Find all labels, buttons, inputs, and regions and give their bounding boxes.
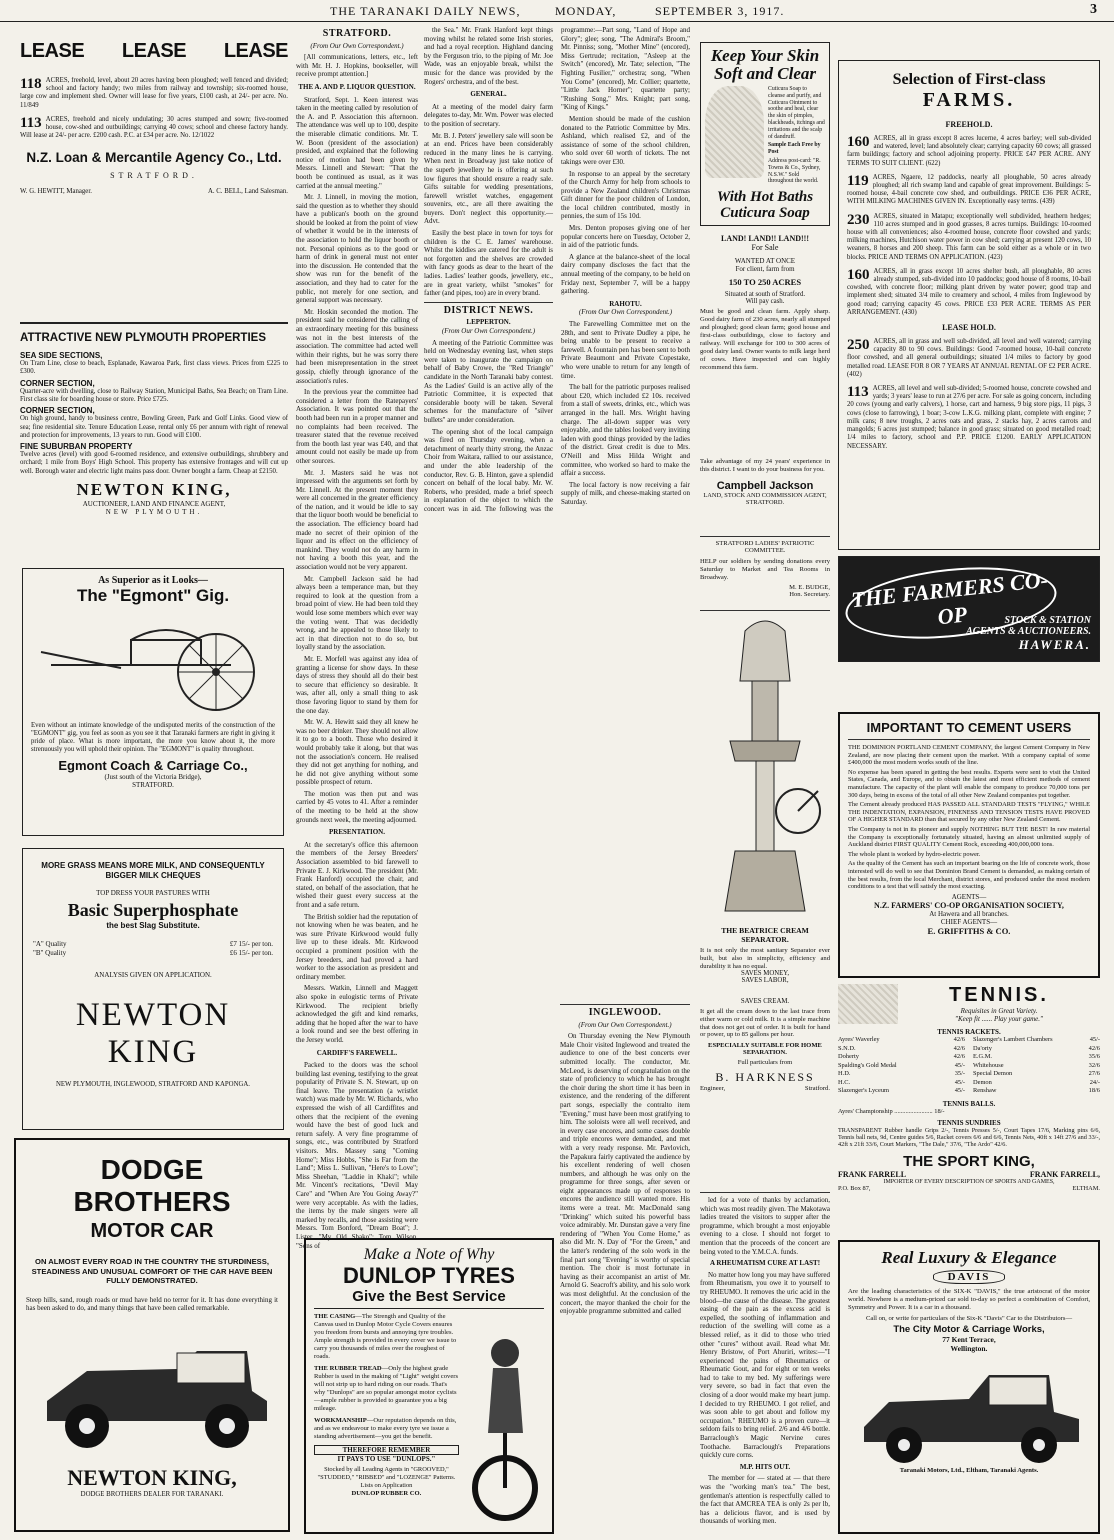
lease-acres: 118: [20, 77, 42, 92]
coop-town: HAWERA.: [1018, 637, 1091, 652]
davis-text: Are the leading characteristics of the SIX-K "DAVIS," the true aristocrat of the motor world. Nowhere is a medium-priced car sold to-day so perfect a combination of Comfort, Symmetry and Power. It is a car in a thousand.: [848, 1288, 1090, 1311]
gig-description: Even without an intimate knowledge of the undisputed merits of the construction of the "EGMONT" gig, you feel as soon as you see it that Taranaki farmers are right in giving it pride of place. What is more important, the more you know about it, the more strenuously you will uphold their opinion. The "EGMONT" is quality throughout.: [31, 722, 275, 753]
davis-car-ad: [838, 1240, 1100, 1534]
lease-text: ACRES, freehold and nicely undulating; 30 acres stumped and sown; five-roomed house, cow-shed and outbuildings; carrying 40 cows; school and cheese factory handy. Will lease at 24/- per acre. £200 cash. P.C. at £34 per acre. No. 12/1022: [20, 115, 288, 140]
racket-price: 35/6: [1088, 1053, 1100, 1060]
rackets-table: [838, 1036, 1100, 1096]
cuticura-ad: [700, 42, 830, 226]
article-paragraph: The motion was then put and was carried by 45 votes to 41. After a reminder of the meeting to be held at the show grounds next week, the meeting adjourned.: [296, 789, 418, 824]
separator-text: It is not only the most sanitary Separator ever built, but also in simplicity, efficiency and durability it has no equal.: [700, 947, 830, 970]
liquor-subhead: THE A. AND P. LIQUOR QUESTION.: [298, 82, 416, 91]
land-text: Must be good and clean farm. Apply sharp. Good dairy farm of 230 acres, nearly all stumped and ploughed; good clean farm; good house and first-class outbuildings, close to factory and railway. Will exchange for 100 to 300 acres of good dairy land. Owner wants to milk large herd of cows. Have inspected and can highly recommend this farm.: [700, 308, 830, 371]
cement-chief-agent: E. GRIFFITHS & CO.: [927, 925, 1011, 936]
rahotu-subhead: RAHOTU.: [609, 299, 642, 308]
cuticura-address: Address post-card: "R. Towns & Co., Sydney, N.S.W." Sold throughout the world.: [767, 157, 821, 185]
racket-row: [838, 1070, 965, 1079]
section-text: On high ground, handy to business centre, Bowling Green, Park and Golf Links. Good view of sea; fine residential site. Tenure Education Lease, rental only £6 per annum with right of renewal and protection for improvements, 13 years to run. Good will £100.: [20, 415, 288, 439]
dunlop-point-text: —The Strength and Quality of the Canvas used in Dunlop Motor Cycle Covers ensures you freedom from bursts and annoying tyre troubles. Ample strength is provided in every cover we issue to carry you thousands of miles over the roughest of roads.: [314, 1313, 457, 1360]
davis-car-illustration: [849, 1357, 1089, 1467]
masthead-day: MONDAY,: [555, 4, 617, 18]
farm-text: ACRES, all in grass and well sub-divided, all level and well watered; carrying capacity 80 to 90 cows. Buildings: Good 7-roomed house, 10-bail concrete floor cowshed, and all general outbuildings; situated 1/4 miles to factory by good metalled road. LEASE FOR 8 OR 7 YEARS AT ANNUAL RENTAL OF £2 PER ACRE. (402): [847, 338, 1091, 378]
cuticura-sample: Sample Each Free by Post: [767, 142, 821, 156]
newton-king-branches: NEW PLYMOUTH, INGLEWOOD, STRATFORD AND KAPONGA.: [55, 1081, 251, 1088]
dodge-claim: ON ALMOST EVERY ROAD IN THE COUNTRY THE STURDINESS, STEADINESS AND UNUSUAL COMFORT OF THE CAR HAVE BEEN FULLY DEMONSTRATED.: [31, 1257, 273, 1285]
rheumatism-text: No matter how long you may have suffered from Rheumatism, you owe it to yourself to try RHEUMO. It removes the uric acid in the blood—the cause of the disease. The greatest easing of the pain as the excess acid is expelled, the soothing of inflammation and reduction of the swelling will come as a blessed relief, as it did to those who tried other "cures" without avail. Read what Mr. Henry Bristow, of Port Ahuriri, writes:—"I experienced the pains of Rheumatics or Rheumatic Gout, and for eight or ten weeks had to take to my bed. My sufferings were very severe, so bad in fact that even the closing of a door would make my heart jump. I decided to try RHEUMO. I got relief, and was soon able to get about and follow my occupation." RHEUMO is a proven cure—it seldom fails to bring relief. 2/6 and 4/6 bottle. Barraclough's Magic Nervine cures Toothache. Barraclough's Preparations quickly cure corns.: [700, 1270, 830, 1460]
stratford-heading: STRATFORD.: [322, 28, 392, 39]
egmont-coach-sub: (Just south of the Victoria Bridge),: [104, 773, 202, 781]
egmont-coach-town: STRATFORD.: [132, 781, 174, 789]
loan-company-staff: [20, 188, 288, 195]
racket-name: H.D.: [838, 1070, 851, 1077]
farm-listing: [847, 268, 1091, 317]
gig-tagline: As Superior as it Looks—: [98, 575, 208, 586]
article-paragraph: Mr. J. Masters said he was not impressed with the arguments set forth by Mr. Linnell. At the present moment they were all concerned in the greater efficiency of the nation, and it would be idle to say that the liquor booth would be beneficial to the association. The efficiency board had made no secret of their opinion of the liquor and its effect on the efficiency of mankind. They would not do any harm in not having a booth this year, and the association would not be very apparent.: [296, 468, 418, 572]
newton-king-town: NEW PLYMOUTH.: [105, 507, 203, 516]
section-head: CORNER SECTION,: [20, 406, 95, 416]
racket-price: 45/-: [1089, 1036, 1100, 1043]
lease-item: [20, 116, 288, 141]
section-text: Twelve acres (level) with good 6-roomed residence, and extensive outbuildings, shrubbery and orchard; 1 mile from Boys' High School. This property has extensive frontages and will cut up well. Borough water and electric light mains pass door. Owner bought a farm. Cheap at £2150.: [20, 451, 288, 475]
farm-acres: 119: [847, 173, 869, 189]
article-paragraph: At a meeting of the model dairy farm delegates to-day, Mr. Wm. Power was elected to the position of secretary.: [424, 102, 553, 128]
page-number: 3: [1090, 2, 1098, 17]
racket-name: Doherty: [838, 1053, 859, 1060]
product-sub: the best Slag Substitute.: [106, 921, 200, 930]
rheumatism-heading: A RHEUMATISM CURE AT LAST!: [709, 1259, 821, 1268]
article-paragraph: Mrs. Denton proposes giving one of her popular concerts here on Tuesday, October 2, in aid of the patriotic funds.: [561, 224, 690, 250]
land-client: For client, farm from: [735, 265, 795, 273]
tennis-ad: [838, 984, 1100, 1234]
cuticura-title-3: With Hot Baths: [716, 189, 814, 206]
sport-king-town: ELTHAM.: [1072, 1184, 1100, 1192]
newton-king-logo: NEWTON KING: [75, 997, 231, 1070]
dunlop-remember: THEREFORE REMEMBER: [314, 1445, 459, 1455]
manager-name: W. G. HEWITT, Manager.: [20, 188, 92, 196]
separator-ad-continued: [700, 998, 830, 1188]
dunlop-point: [314, 1417, 459, 1441]
racket-price: 45/-: [954, 1087, 965, 1094]
cuticura-description: Cuticura Soap to cleanse and purify, and Cuticura Ointment to soothe and heal, clear the skin of pimples, blackheads, itchings and irritations and the scalp of dandruff.: [767, 86, 825, 140]
farm-listing: [847, 174, 1091, 207]
cuticura-title-2: Soft and Clear: [713, 64, 817, 83]
separator-machine-illustration: [700, 611, 830, 921]
general-subhead: GENERAL.: [470, 90, 507, 99]
price-row: [33, 949, 273, 958]
product-name: Basic Superphosphate: [67, 900, 239, 920]
article-paragraph: the Sea." Mr. Frank Hanford kept things moving whilst he related some Irish stories, and had a royal reception. Highland dancing by the Ferguson trio, to the piping of Mr. Joe Wade, was an enjoyable break, whilst the music for the dance was provided by the Rogers' orchestra, and of the best.: [424, 26, 553, 86]
egmont-gig-ad: [22, 568, 284, 836]
cement-body: [848, 744, 1090, 891]
campbell-jackson-ad: [700, 458, 830, 528]
dodge-subtitle: MOTOR CAR: [90, 1220, 214, 1242]
dunlop-tyres-ad: [304, 1238, 554, 1534]
cement-paragraph: As the quality of the Cement has such an important bearing on the life of concrete work, those interested will do well to see that Dominion Brand Cement is demanded, as making certain of the best results, from the local Merchant, district stores, and produced under the most modern conditions to a test that will satisfy the most exacting.: [848, 860, 1090, 891]
article-paragraph: Mention should be made of the cushion donated to the Patriotic Committee by Mrs. Ashland, which realised £2, and of the assistance of some of the school children, who sold over 60 worth of tickets. The net takings were over £30.: [561, 114, 690, 166]
superphosphate-ad: [22, 848, 284, 1130]
price-value: £6 15/- per ton.: [229, 948, 273, 957]
separator-saves-labor: SAVES LABOR,: [741, 977, 789, 985]
motorcycle-rider-illustration: [463, 1313, 544, 1523]
frank-farrell-left: FRANK FARRELL: [838, 1169, 907, 1179]
farm-listing: [847, 213, 1091, 262]
farm-text: ACRES, all in grass except 10 acres shelter bush, all ploughable, 80 acres already stumped, sub-divided into 10 paddocks; good house of 8 rooms, 10-bail cowshed, with concrete floor; milking plant driven by water power; good trap and implement shed; situated 3/4 mile to creamery and school, 4 miles from Inglewood by good road; carrying capacity 45 cows. PRICE £33 PER ACRE. TERMS AS PER ARRANGEMENT. (430): [847, 267, 1091, 316]
racket-price: 42/6: [953, 1036, 965, 1043]
tennis-title: TENNIS.: [949, 984, 1049, 1006]
farm-listing: [847, 385, 1091, 451]
article-paragraph: Mr. B. J. Peters' jewellery sale will soon be at an end. Prices have been considerably reduced in the many lines he is carrying. When next in Broadway just take notice of the superb jewellery he is offering at such low figures that should ensure a ready sale. Gifts suitable for wedding presentations, farewell wristlet watches, engagement souvenirs, etc., are all there awaiting the buyers. Don't neglect this opportunity.—Advt.: [424, 131, 553, 226]
racket-price: 27/6: [1088, 1070, 1100, 1077]
dunlop-tagline: Give the Best Service: [314, 1288, 544, 1309]
dunlop-point-head: THE RUBBER TREAD: [314, 1365, 382, 1372]
separator-title: THE BEATRICE CREAM SEPARATOR.: [721, 926, 809, 944]
lease-word: LEASE: [121, 40, 187, 62]
price-value: £7 15/- per ton.: [229, 940, 273, 948]
grass-subline: TOP DRESS YOUR PASTURES WITH: [96, 889, 210, 897]
farm-listing: [847, 338, 1091, 379]
article-paragraph: Messrs. Watkin, Linnell and Maggett also spoke in eulogistic terms of Private Kirkwood. The recipient briefly acknowledged the gift and kind remarks, adding that he hoped after the war to have a look round and see the best offering in the Jersey world.: [296, 984, 418, 1044]
lepperton-byline: (From Our Own Correspondent.): [441, 327, 536, 335]
rahotu-byline: (From Our Own Correspondent.): [578, 308, 673, 317]
sundries-heading: TENNIS SUNDRIES: [937, 1118, 1001, 1127]
dunlop-point-head: THE CASING: [314, 1313, 356, 1320]
sport-king-name: THE SPORT KING,: [903, 1152, 1035, 1170]
coop-sub-2: AGENTS & AUCTIONEERS.: [966, 626, 1091, 637]
ladies-title: STRATFORD LADIES' PATRIOTIC COMMITTEE.: [715, 540, 815, 554]
sport-king-importer: IMPORTER OF EVERY DESCRIPTION OF SPORTS AND GAMES,: [883, 1178, 1055, 1185]
farm-acres: 160: [847, 135, 870, 150]
section-head: FINE SUBURBAN PROPERTY: [20, 442, 133, 452]
racket-price: 32/6: [1088, 1061, 1100, 1069]
coop-sub-1: STOCK & STATION: [1004, 615, 1091, 626]
cement-branches: At Hawera and all branches.: [929, 909, 1009, 918]
price-label: "B" Quality: [33, 948, 67, 957]
tennis-sub-2: "Keep fit ...... Play your game.": [955, 1015, 1043, 1023]
campbell-jackson-name: Campbell Jackson: [716, 480, 814, 492]
article-paragraph: Mr. W. A. Hewitt said they all knew he was no beer drinker. They should not allow it to go to a booth. Those who desired it would probably take it along, but that was not the association's concern. He realised they did not get anything for nothing, and he did not give anything without some possible prospect of return.: [296, 718, 418, 787]
racket-price: 42/6: [1088, 1044, 1100, 1052]
dunlop-point-text: —Only the highest grade Rubber is used in the making of "Light" weight covers will not strip up to hard riding on our roads. That's why "Dunlops" are so popular amongst motor cyclists—ample rubber is provided to guarantee you a big mileage.: [314, 1365, 459, 1412]
ladies-text: HELP our soldiers by sending donations every Saturday to Market and Tea Rooms in Broadway.: [700, 558, 830, 581]
price-row: [33, 940, 273, 949]
lease-word: LEASE: [223, 40, 288, 62]
newton-king-name: NEWTON KING,: [76, 479, 232, 499]
davis-logo: DAVIS: [933, 1270, 1005, 1284]
stratford-note: [All communications, letters, etc., left with Mr. H. J. Hopkins, bookseller, will receive prompt attention.]: [296, 53, 418, 79]
dunlop-stocked: Stocked by all Leading Agents in "GROOVED," "STUDDED," "RIBBED" and "LOZENGE" Patterns. Lists on Application: [317, 1466, 456, 1489]
farm-text: ACRES, Ngaere, 12 paddocks, nearly all ploughable, 50 acres already ploughed; all rich swamp land and capable of great improvement. Buildings: 5-roomed house, 4-bail concrete cow shed, and outbuildings. PRICE £36 PER ACRE, WITH MILKING MACHINES GIVEN IN. Exceptionally easy terms. (439): [847, 173, 1091, 206]
farm-acres: 250: [847, 338, 870, 354]
davis-title: Real Luxury & Elegance: [881, 1248, 1057, 1267]
davis-firm: The City Motor & Carriage Works,: [893, 1324, 1045, 1335]
campbell-jackson-sub: LAND, STOCK AND COMMISSION AGENT,: [703, 492, 827, 499]
land-sub: For Sale: [751, 243, 779, 252]
racket-name: Da'orty: [973, 1044, 992, 1052]
racket-row: [973, 1070, 1100, 1079]
racket-row: [838, 1062, 965, 1071]
farm-acres: 230: [847, 212, 870, 228]
lease-list: [20, 77, 288, 140]
separator-saves-money: SAVES MONEY,: [740, 970, 790, 978]
freehold-heading: FREEHOLD.: [945, 120, 993, 129]
article-paragraph: On Thursday evening the New Plymouth Male Choir visited Inglewood and treated the audience to one of the best concerts ever submitted locally. The conductor, Mr. McLeod, is deserving of congratulation on the state of proficiency to which he has brought the choir during the short time it has been in existence, and the rendering of the different part songs, especially the contralto item "Evening," must have been most gratifying to him. The soloists were all well received, and in every case encores, and some cases double and triple encores were demanded, and met with a very ready response. Mr. Pavlovich, the Papakura fairly captivated the audience by his excellent rendering of well chosen numbers, and although he was only on the programme for three songs, after seven or eight appearances made up of responses to encores the audience still wanted more. His items were a treat. Mr. MacDonald sang "Drinking" which suited his powerful bass voice admirably. Mr. Dunstan gave a very fine rendering of "When You Come Home," as also did Mr. N. Day of "For the Green," and the latter's rendering of the solo work in the final part song "Evening" is worthy of special mention. The choir is most fortunate in having as their accompanist an artist of Mr. Arnold G. Seacroft's ability, and his solo work was most delightful. At the conclusion of the concert, the mayor thanked the choir for the enjoyable programme submitted and called: [560, 1032, 690, 1316]
lease-heading: [20, 40, 288, 63]
racket-name: Slazenger's Lyceum: [838, 1087, 890, 1094]
davis-city: Wellington.: [950, 1344, 988, 1353]
article-paragraph: Mr. J. Linnell, in moving the motion, said the question as to whether they should have a publican's booth on the ground should be looked at from the point of view of whether it would be in the interests of the association to hold the liquor booth or not. Personal opinions as to the good or harm of drink in general must not enter into the discussion. He contended that the show was run for the benefit of the association, and they had to cater for the public, not merely for one section, and general support was necessary.: [296, 193, 418, 305]
dunlop-points: [314, 1313, 459, 1523]
plymouth-properties-ad: [20, 322, 288, 557]
racket-name: Whitehouse: [973, 1061, 1004, 1069]
racket-row: [973, 1087, 1100, 1096]
sport-king-box: P.O. Box 87,: [838, 1184, 871, 1192]
dodge-car-illustration: [27, 1331, 277, 1461]
inglewood-byline: (From Our Own Correspondent.): [578, 1020, 672, 1029]
mp-hits-out-heading: M.P. HITS OUT.: [739, 1462, 791, 1471]
dunlop-headline: Make a Note of Why: [363, 1246, 495, 1263]
cuticura-title-1: Keep Your Skin: [710, 46, 820, 65]
sundries-text: TRANSPARENT Rubber handle Grips 2/-, Tennis Presses 5/-, Court Tapes 17/6, Marking pins 6/6, Tennis ball nets, 9d, Centre guides 5/6, Racket covers 6/6 and 6/6, Tennis Nets, 40ft x 14ft 27/6 and 33/-, 42ft x 21ft 33/6, Court Markers, "The Dale," 37/6, "The Ardo" 42/6.: [838, 1126, 1100, 1149]
separator-full: Full particulars from: [737, 1059, 793, 1067]
lease-text: ACRES, freehold, level, about 20 acres having been ploughed; well fenced and divided; school and factory handy; two miles from railway and township; six-roomed house, large cow and implement shed. Owner will lease for five years, £100 cash, at 24/- per acre. No. 11/849: [20, 77, 288, 109]
racket-name: E.G.M.: [973, 1053, 992, 1060]
woman-portrait-illustration: [705, 86, 764, 178]
salesman-name: A. C. BELL, Land Salesman.: [207, 188, 288, 196]
davis-agents: Taranaki Motors, Ltd., Eltham, Taranaki Agents.: [899, 1467, 1039, 1474]
racket-name: Renshaw: [973, 1087, 997, 1094]
racket-row: [838, 1053, 965, 1062]
land-situated: Situated at south of Stratford.: [724, 291, 806, 298]
cement-agents-label: AGENTS—: [951, 892, 987, 901]
cuticura-title-4: Cuticura Soap: [720, 205, 810, 222]
farmers-coop-logo: THE FARMERS CO-OP: [842, 558, 1060, 648]
analysis-note: ANALYSIS GIVEN ON APPLICATION.: [94, 971, 212, 979]
freehold-farm-list: [847, 135, 1091, 317]
cement-paragraph: THE DOMINION PORTLAND CEMENT COMPANY, the largest Cement Company in New Zealand, are now placing their cement upon the market. With a company capital of some £400,000 the most modern works south of the line.: [848, 744, 1090, 767]
racket-price: 45/-: [954, 1061, 965, 1069]
racket-price: 18/6: [1088, 1087, 1100, 1094]
racket-price: 42/6: [953, 1044, 965, 1052]
price-list: [33, 940, 273, 957]
lease-word: LEASE: [20, 40, 85, 62]
leasehold-heading: LEASE HOLD.: [942, 323, 996, 333]
racket-name: Demon: [973, 1078, 992, 1086]
cement-paragraph: The Cement already produced HAS PASSED ALL STANDARD TESTS "FLYING," WHILE THE INDENTATION, EXPANSION, FINENESS AND TENSION TESTS HAVE PROVED OF A HIGHER STANDARD than that secured by any other New Zealand Cement.: [848, 801, 1090, 824]
cement-paragraph: The whole plant is worked by hydro-electric power.: [848, 850, 981, 858]
farm-acres: 113: [847, 385, 869, 401]
racket-price: 24/-: [1089, 1078, 1100, 1086]
dunlop-pays: IT PAYS TO USE "DUNLOPS.": [337, 1455, 436, 1463]
farm-text: ACRES, situated in Matapu; exceptionally well subdivided, heathern hedges; 110 acres stumped and in good grasses, 8 acres turnips. Buildings: 10-roomed house with all conveniences; also 4-roomed house, concrete floor cowshed and yards; milking machines, Hutchison water power in cow shed; carrying at present 120 cows, 10 weaners, 8 horses and 200 sheep. This farm can be sold either as a whole or in two blocks. PRICE AND TERMS ON APPLICATION. (423): [847, 212, 1091, 261]
price-label: "A" Quality: [33, 940, 67, 948]
harkness-name: B. HARKNESS: [715, 1070, 815, 1085]
article-paragraph: led for a vote of thanks by acclamation, which was most readily given. The Makotawa ladies treated the visitors to supper after the programme, which brought a most enjoyable evening to a close. I should not forget to mention that the proceeds of the concert are being voted to the Y.M.C.A. funds.: [700, 1196, 830, 1256]
dunlop-point-head: WORKMANSHIP: [314, 1417, 367, 1424]
section-text: On Tram Line, close to beach, Esplanade, Kawaroa Park, first class views. Prices from £225 to £300.: [20, 360, 288, 376]
cement-paragraph: The Company is not in its pioneer and supply NOTHING BUT THE BEST! In raw material the Company is exceptionally fortunately situated, having an almost unlimited supply of Auckland district FIRST QUALITY Cement Rock, exceeding 400,000,000 tons.: [848, 825, 1090, 849]
cement-title: IMPORTANT TO CEMENT USERS: [848, 720, 1090, 740]
article-paragraph: The ball for the patriotic purposes realised about £20, which included £2 10s. received from a stall of sweets, drinks, etc., which was arranged in the hall. Mrs. Wright having charge. The all-down supper was very enjoyable, and the tables looked very inviting laden with good things provided by the ladies of the district. Great credit is due to Mrs. O'Neill and Miss Hilda Wright and committee, who worked so hard to make the affair a success.: [561, 383, 690, 478]
balls-heading: TENNIS BALLS.: [942, 1099, 996, 1108]
lease-item: [20, 77, 288, 110]
separator-saves-cream: SAVES CREAM.: [740, 998, 790, 1005]
loan-company-town: STRATFORD.: [110, 171, 198, 181]
section-head: CORNER SECTION,: [20, 378, 95, 388]
farm-text: ACRES, all in grass except 8 acres lucerne, 4 acres barley; well sub-divided and watered, level; land absolutely clear; carrying capacity 60 cows; all grassed farm buildings; factory and school adjoining property. PRICE £47 PER ACRE. ANY TERMS TO SUIT CLIENT. (622): [847, 135, 1091, 167]
racket-name: H.C.: [838, 1078, 851, 1086]
lease-ad: [20, 40, 288, 285]
separator-special: ESPECIALLY SUITABLE FOR HOME SEPARATION.: [708, 1042, 822, 1057]
land-cash: Will pay cash.: [745, 298, 785, 305]
harkness-sub: Engineer,: [700, 1085, 726, 1093]
tennis-sub-1: Requisites in Great Variety.: [960, 1007, 1038, 1015]
racket-row: [973, 1079, 1100, 1088]
plymouth-sections: [20, 352, 288, 476]
plymouth-title: ATTRACTIVE NEW PLYMOUTH PROPERTIES: [20, 332, 266, 344]
racket-name: Slazenger's Lambert Chambers: [973, 1036, 1053, 1043]
mp-hits-out-text: The member for — stated at — that there was the "working man's tea." The best, gentleman's attention is respectfully called to the fact that AMCREA TEA is only 2s per lb, has a delicious flavor, and is used by thousands of working men.: [700, 1474, 830, 1526]
article-paragraph: Mr. Campbell Jackson said he had always been a temperance man, but they required to look at the question from a broad point of view. He had been told they would lose some members which ever way the voting went. That was decidedly wrong, and he appealed to those likely to act in that direction not to do so, but loyally stand by the association.: [296, 574, 418, 652]
masthead: [0, 0, 1114, 22]
dunlop-company: DUNLOP RUBBER CO.: [351, 1490, 422, 1497]
presentation-subhead: PRESENTATION.: [329, 828, 385, 837]
newspaper-title: THE TARANAKI DAILY NEWS,: [330, 4, 521, 18]
article-paragraph: At the secretary's office this afternoon the members of the Jersey Breeders' Association assembled to bid farewell to Private E. J. Kirkwood. The president (Mr. Frank Hanford) occupied the chair, and stated, on behalf of the association, that he wished their guest every success at the front and a safe return.: [296, 840, 418, 909]
frank-farrell-right: FRANK FARRELL,: [1029, 1169, 1100, 1179]
gig-illustration: [31, 610, 277, 720]
balls-row: Ayres' Championship ........................ 18/-: [838, 1107, 945, 1115]
cement-agents: N.Z. FARMERS' CO-OP ORGANISATION SOCIETY,: [874, 900, 1064, 910]
egmont-coach-name: Egmont Coach & Carriage Co.,: [58, 758, 248, 773]
article-paragraph: The British soldier had the reputation of not knowing when he was beaten, and he was sure Private Kirkwood would fully live up to these ideals. Mr. Kirkwood occupied a prominent position with the Jersey breeders, and had proved a hard worker to the association as president and ordinary member.: [296, 912, 418, 981]
inglewood-heading: INGLEWOOD.: [588, 1007, 662, 1018]
article-paragraph: A meeting of the Patriotic Committee was held on Wednesday evening last, when steps were taken to inaugurate the campaign on behalf of Baby Crowe, the "Red Triangle" candidate in the North Taranaki baby contest. As the Ladies' Guild is an active ally of the Patriotic Committee, it is expected that considerable booty will be taken. Several schemes for the manufacture of "silver bullets" are under consideration.: [424, 338, 553, 424]
land-range: 150 TO 250 ACRES: [728, 277, 802, 287]
racket-price: 42/6: [953, 1053, 965, 1060]
lease-acres: 113: [20, 115, 42, 131]
article-paragraph: In the previous year the committee had considered a letter from the Ratepayers' Association. It was pointed out that the booth had been run in a proper manner and no complaints had been received. The treasurer stated that the revenue received from the booth last year was £40, and that amount could not easily be made up from other sources.: [296, 388, 418, 465]
article-paragraph: Mr. E. Morfell was against any idea of granting a license for show days. In these days of stress they should all do their best to secure that efficiency so desirable. It was, after all, only a small thing to ask those favoring liquor to stand by them for the one day.: [296, 654, 418, 715]
dodge-dealer-sub: DODGE BROTHERS DEALER FOR TARANAKI.: [80, 1490, 224, 1498]
racket-name: S.N.D.: [838, 1044, 856, 1052]
article-paragraph: Easily the best place in town for toys for children is the C. E. James' warehouse. Whilst the kiddies are catered for the adult is not forgotten and the shelves are crowded with fancy goods as dear to the heart of the ladies. Ladies' leather goods, jewellery, etc., are in great variety, whilst "smokes" for father (and pipes, too) are in every brand.: [424, 229, 553, 298]
gig-title: The "Egmont" Gig.: [76, 586, 230, 605]
cement-paragraph: No expense has been spared in getting the best results. Experts were sent to visit the United States, Canada, and Europe, and to obtain the latest and most efficient methods of cement manufacture. The capacity of the plant will enable the company to produce 70,000 tons per 300 days, being in excess of the total of all other New Zealand companies put together.: [848, 768, 1090, 799]
dunlop-point-text: —Our reputation depends on this, and as we endeavour to make every tyre we issue a standing advertisement—you get the benefit.: [314, 1417, 457, 1440]
dunlop-point: [314, 1313, 459, 1361]
inglewood-news-column: [560, 1000, 690, 1534]
davis-call: Call on, or write for particulars of the Six-K "Davis" Car to the Distributors—: [865, 1315, 1073, 1322]
racket-name: Spalding's Gold Medal: [838, 1061, 897, 1069]
cardiff-subhead: CARDIFF'S FAREWELL.: [316, 1048, 398, 1057]
farm-text: ACRES, all level and well sub-divided; 5-roomed house, concrete cowshed and yards; 3 years' lease to run at 27/6 per acre. For sale as going concern, including 20 cows (young and early calvers), 1 horse, cart and harness, 9 big store pigs, 11 pigs, 3 cows (close to farrowing), 1 boar; 3-cow L.K.G. milking plant, complete with engine; 7 milk cans; 8 new troughs, 2 acres oats and grass, 2 stacks hay, 2 acres carrots and mangolds; 6 acres just stumped; balance in good grass; situated on good metalled road; 1/4 miles to factory, school and P.P. PRICE £1200. EARLY APPLICATION NECESSARY.: [847, 385, 1091, 450]
racket-row: [838, 1036, 965, 1045]
tennis-racket-illustration: [838, 984, 898, 1024]
first-class-farms-ad: [838, 60, 1100, 550]
separator-text-2: It get all the cream down to the last trace from either warm or cold milk. It is a simple machine that does not get out of order. It is built for hand or power, up to 85 gallons per hour.: [700, 1008, 830, 1039]
campbell-advantage: Take advantage of my 24 years' experience in this district. I want to do your business for you.: [700, 458, 830, 473]
section-text: Quarter-acre with dwelling, close to Railway Station, Municipal Baths, Sea Beach; on Tram Line. First class site for boarding house or store. Price £725.: [20, 387, 288, 404]
article-paragraph: A glance at the balance-sheet of the local dairy company discloses the fact that the annual meeting of the company, to be held on Friday next, September 7, will be a happy gathering.: [561, 252, 690, 296]
dodge-text: Steep hills, sand, rough roads or mud have held no terror for it. It has done everything it has been asked to do, and many things that have been called remarkable.: [26, 1295, 278, 1312]
dodge-brothers-ad: [14, 1138, 290, 1532]
farmers-coop-ad: [838, 556, 1100, 662]
racket-row: [838, 1079, 965, 1088]
section-head: SEA SIDE SECTIONS,: [20, 351, 103, 360]
racket-price: 35/-: [954, 1070, 965, 1077]
district-news-column: [424, 26, 690, 826]
racket-row: [838, 1087, 965, 1096]
racket-row: [838, 1045, 965, 1054]
ladies-patriotic-notice: [700, 536, 830, 606]
dodge-dealer-name: NEWTON KING,: [67, 1464, 237, 1490]
leasehold-farm-list: [847, 338, 1091, 451]
masthead-date: SEPTEMBER 3, 1917.: [655, 4, 785, 18]
racket-row: [973, 1053, 1100, 1062]
rheumatism-column: [700, 1192, 830, 1534]
dunlop-point: [314, 1365, 459, 1413]
cement-ad: [838, 712, 1100, 978]
district-news-heading: DISTRICT NEWS.: [443, 304, 534, 316]
article-paragraph: Packed to the doors was the school building last evening, testifying to the great popularity of Private S. N. Stewart, up on final leave. The presentation (a wristlet watch) was made by Mr. W. Richards, who expressed the wish of all Cardiffites and others that the recipient of the evening would have the best of good luck and return safely. A very fine programme of songs, etc., was contributed by Stratford visitors. Mrs. Massey sang "Coming Home"; Miss Hobbs, "She is Far from the Land"; Miss L. Sullivan, "Here's to Love"; Miss Sheehan, "Laddie in Khaki"; while Mr. Vincent's recitations, "Devil May Care" and "When Are You Going Away?" were very acceptable. As with the ladies, the items by the male singers were all marked by recalls, and those assisting were Messrs. Tom Bonford, "Dream Boat"; J. Lister, "My Old Shako"; Tom Wilson, "Sons of: [296, 1061, 418, 1250]
article-paragraph: The opening shot of the local campaign was fired on Thursday evening, when a detachment of nearly thirty strong, the Anzac Choir from Waitara, rallied to our assistance, and under the able leadership of the conductor, Rev. G. B. Hinton, gave a splendid concert on behalf of the local baby. Mr. W. Roberts, who presided, made a brief speech in explanation of the object to which the concert was in aid. The following was the programme:—Part song, "Land of Hope and Glory"; glee; song, "The Admiral's Broom," Mr. Pinniss; song, "Mother Mine" (encored), Miss Gertrude; recitation, "Asleep at the Switch" (encored), Mr. Tate; selection, "The Fighting Fusilier," orchestra; song, "When You Come" (encored), Mr. Collier; quartette, "Little Jack Horner"; quartette party; "Rushing Song," Mrs. Knight; part song, "King of Kings.": [424, 26, 690, 513]
farm-acres: 160: [847, 267, 870, 283]
ladies-signature: M. E. BUDGE,: [789, 584, 830, 591]
racket-row: [973, 1045, 1100, 1054]
ladies-signature-sub: Hon. Secretary.: [789, 591, 830, 598]
land-wanted: WANTED AT ONCE: [734, 257, 796, 265]
article-paragraph: In response to an appeal by the secretary of the Church Army for help from schools to provide a New Zealand children's Christmas Gift dinner for the poor children of London, the local children contributed, mostly in pennies, the sum of 15s 10d.: [561, 169, 690, 221]
racket-name: Special Demon: [973, 1070, 1013, 1077]
racket-name: Ayres' Waverley: [838, 1036, 880, 1043]
campbell-jackson-town: STRATFORD.: [745, 499, 785, 506]
land-wanted-ad: [700, 234, 830, 452]
land-heading: LAND! LAND!! LAND!!!: [721, 234, 809, 243]
beatrice-separator-ad: [700, 610, 830, 998]
farms-title-1: Selection of First-class: [892, 71, 1046, 88]
lepperton-subhead: LEPPERTON.: [466, 318, 511, 327]
article-paragraph: The local factory is now receiving a fair supply of milk, and cheese-making started on Saturday.: [561, 480, 690, 506]
farms-title-2: FARMS.: [922, 89, 1016, 111]
newton-king-sub: AUCTIONEER, LAND AND FINANCE AGENT,: [82, 499, 226, 508]
racket-price: 45/-: [954, 1078, 965, 1086]
harkness-town: Stratford.: [804, 1085, 830, 1093]
rackets-heading: TENNIS RACKETS.: [937, 1028, 1001, 1036]
article-paragraph: The Farewelling Committee met on the 28th, and sent to Private Dudley a pipe, he being unable to be present to receive a farewell. A fountain pen has been sent to both Private Beaumont and Private Copestake, who were unable to return for any length of time.: [561, 320, 690, 380]
loan-company-name: N.Z. Loan & Mercantile Agency Co., Ltd.: [26, 150, 282, 166]
grass-headline: MORE GRASS MEANS MORE MILK, AND CONSEQUENTLY BIGGER MILK CHEQUES: [41, 861, 265, 880]
dunlop-brand: DUNLOP TYRES: [343, 1263, 515, 1288]
article-paragraph: Mr. Hoskin seconded the motion. The president said he considered the calling of an extraordinary meeting for this business was not in the best interests of the association. The committee had acted well within their rights, but he was sorry there had been misrepresentation in the street gossip, chiefly through ignorance of the association's rules.: [296, 307, 418, 385]
davis-address: 77 Kent Terrace,: [942, 1335, 996, 1344]
article-paragraph: Stratford, Sept. 1. Keen interest was taken in the meeting called by resolution of the A. and P. Association this afternoon. The attendance was well up to 100, despite the miserable climatic conditions. Mr. T. W. Boon (president of the association) presided, and explained that the following notice of motion had been given by Messrs. Linnell and Stewart: "That the booth be continued as usual, as it was carried at the annual meeting.": [296, 95, 418, 190]
cement-chief-label: CHIEF AGENTS—: [940, 917, 998, 926]
racket-row: [973, 1062, 1100, 1071]
stratford-byline: (From Our Own Correspondent.): [310, 41, 404, 50]
racket-row: [973, 1036, 1100, 1045]
dodge-title: DODGE BROTHERS: [73, 1154, 231, 1217]
farm-listing: [847, 135, 1091, 168]
